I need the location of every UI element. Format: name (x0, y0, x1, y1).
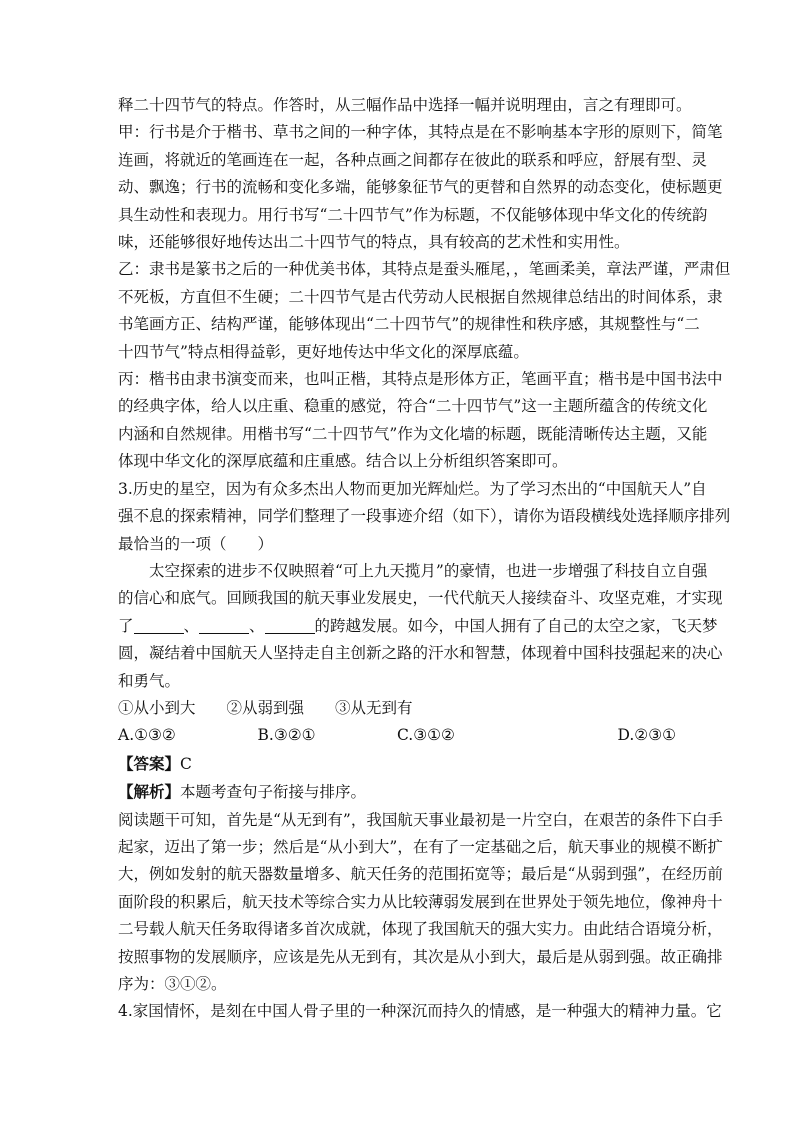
analysis-line (118, 778, 676, 806)
paragraph-line: 的经典字体，给人以庄重、稳重的感觉，符合“二十四节气”这一主题所蕴含的传统文化 (118, 397, 708, 416)
paragraph-yi (118, 256, 731, 366)
fill-blank-2 (199, 617, 249, 634)
question-stem-line: 强不息的探索精神，同学们整理了一段事迹介绍（如下），请你为语段横线处选择顺序排列 (118, 507, 731, 526)
analysis-label: 【解析】 (118, 782, 181, 802)
paragraph-line: 具生动性和表现力。用行书写“二十四节气”作为标题，不仅能够体现中华文化的传统韵 (118, 205, 708, 224)
paragraph-line: 不死板，方直但不生硬；二十四节气是古代劳动人民根据自然规律总结出的时间体系，隶 (118, 287, 723, 306)
option-c: C.③①② (397, 726, 455, 745)
option-a: A.①③② (118, 726, 176, 745)
analysis-line: 起家，迈出了第一步；然后是“从小到大”，在有了一定基础之后，航天事业的规模不断扩 (118, 837, 723, 856)
question-stem-line: 4.家国情怀，是刻在中国人骨子里的一种深沉而持久的情感，是一种强大的精神力量。它 (118, 1002, 722, 1021)
answer-label: 【答案】 (118, 753, 181, 773)
analysis-line: 大，例如发射的航天器数量增多、航天任务的范围拓宽等；最后是“从弱到强”，在经历前 (118, 865, 723, 884)
paragraph-line: 内涵和自然规律。用楷书写“二十四节气”作为文化墙的标题，既能清晰传达主题，又能 (118, 424, 708, 443)
intro-line: 释二十四节气的特点。作答时，从三幅作品中选择一幅并说明理由，言之有理即可。 (118, 96, 692, 114)
paragraph-line: 体现中华文化的深厚底蕴和庄重感。结合以上分析组织答案即可。 (118, 452, 568, 471)
question-stem-line: 最恰当的一项（ ） (118, 534, 274, 553)
paragraph-line: 十四节气”特点相得益彰，更好地传达中华文化的深厚底蕴。 (118, 342, 529, 361)
analysis-text: 本题考查句子衔接与排序。 (180, 783, 367, 802)
answer-options (118, 722, 676, 749)
paragraph-bing (118, 366, 723, 476)
analysis-line: 二号载人航天任务取得诸多首次成就，体现了我国航天的强大实力。由此结合语境分析， (118, 920, 723, 939)
paragraph-line: 书笔画方正、结构严谨，能够体现出“二十四节气”的规律性和秩序感，其规整性与“二 (118, 315, 700, 334)
question-3 (118, 476, 731, 999)
passage-line-with-blanks (118, 613, 718, 640)
passage-text: 了 (118, 616, 134, 635)
fill-blank-3 (265, 617, 315, 634)
paragraph-line: 乙：隶书是篆书之后的一种优美书体，其特点是蚕头雁尾，，笔画柔美，章法严谨，严肃但 (118, 260, 731, 279)
paragraph-line: 连画，将就近的笔画连在一起，各种点画之间都存在彼此的联系和呼应，舒展有型、灵 (118, 150, 708, 169)
blank-separator: 、 (249, 616, 265, 635)
question-4 (118, 998, 722, 1025)
paragraph-line: 味，还能够很好地传达出二十四节气的特点，具有较高的艺术性和实用性。 (118, 233, 630, 252)
answer-value: C (180, 754, 192, 773)
blank-separator: 、 (183, 616, 200, 635)
answer-line (118, 750, 676, 778)
question-stem-line: 3.历史的星空，因为有众多杰出人物而更加光辉灿烂。为了学习杰出的“中国航天人”自 (118, 479, 707, 498)
paragraph-line: 动、飘逸；行书的流畅和变化多端，能够象征节气的更替和自然界的动态变化，使标题更 (118, 178, 723, 197)
passage-line: 圆，凝结着中国航天人坚持走自主创新之路的汗水和智慧，体现着中国科技强起来的决心 (118, 644, 723, 663)
paragraph-line: 丙：楷书由隶书演变而来，也叫正楷，其特点是形体方正，笔画平直；楷书是中国书法中 (118, 370, 723, 389)
paragraph-jia (118, 119, 723, 256)
analysis-line: 按照事物的发展顺序，应该是先从无到有，其次是从小到大，最后是从弱到强。故正确排 (118, 947, 723, 966)
analysis-line: 阅读题干可知，首先是“从无到有”，我国航天事业最初是一片空白，在艰苦的条件下白手 (118, 810, 723, 829)
choice-items: ①从小到大 ②从弱到强 ③从无到有 (118, 698, 413, 717)
option-b: B.③②① (257, 726, 316, 745)
passage-line: 太空探索的进步不仅映照着“可上九天揽月”的豪情，也进一步增强了科技自立自强 (149, 561, 708, 580)
fill-blank-1 (134, 617, 184, 634)
passage-line: 和勇气。 (118, 671, 181, 690)
document-page (118, 92, 731, 1026)
analysis-line: 序为：③①②。 (118, 975, 227, 993)
passage-text: 的跨越发展。如今，中国人拥有了自己的太空之家，飞天梦 (314, 616, 718, 635)
analysis-line: 面阶段的积累后，航天技术等综合实力从比较薄弱发展到在世界处于领先地位，像神舟十 (118, 892, 723, 911)
option-d: D.②③① (617, 726, 676, 745)
paragraph-line: 甲：行书是介于楷书、草书之间的一种字体，其特点是在不影响基本字形的原则下，简笔 (118, 123, 723, 142)
passage-line: 的信心和底气。回顾我国的航天事业发展史，一代代航天人接续奋斗、攻坚克难，才实现 (118, 589, 723, 608)
